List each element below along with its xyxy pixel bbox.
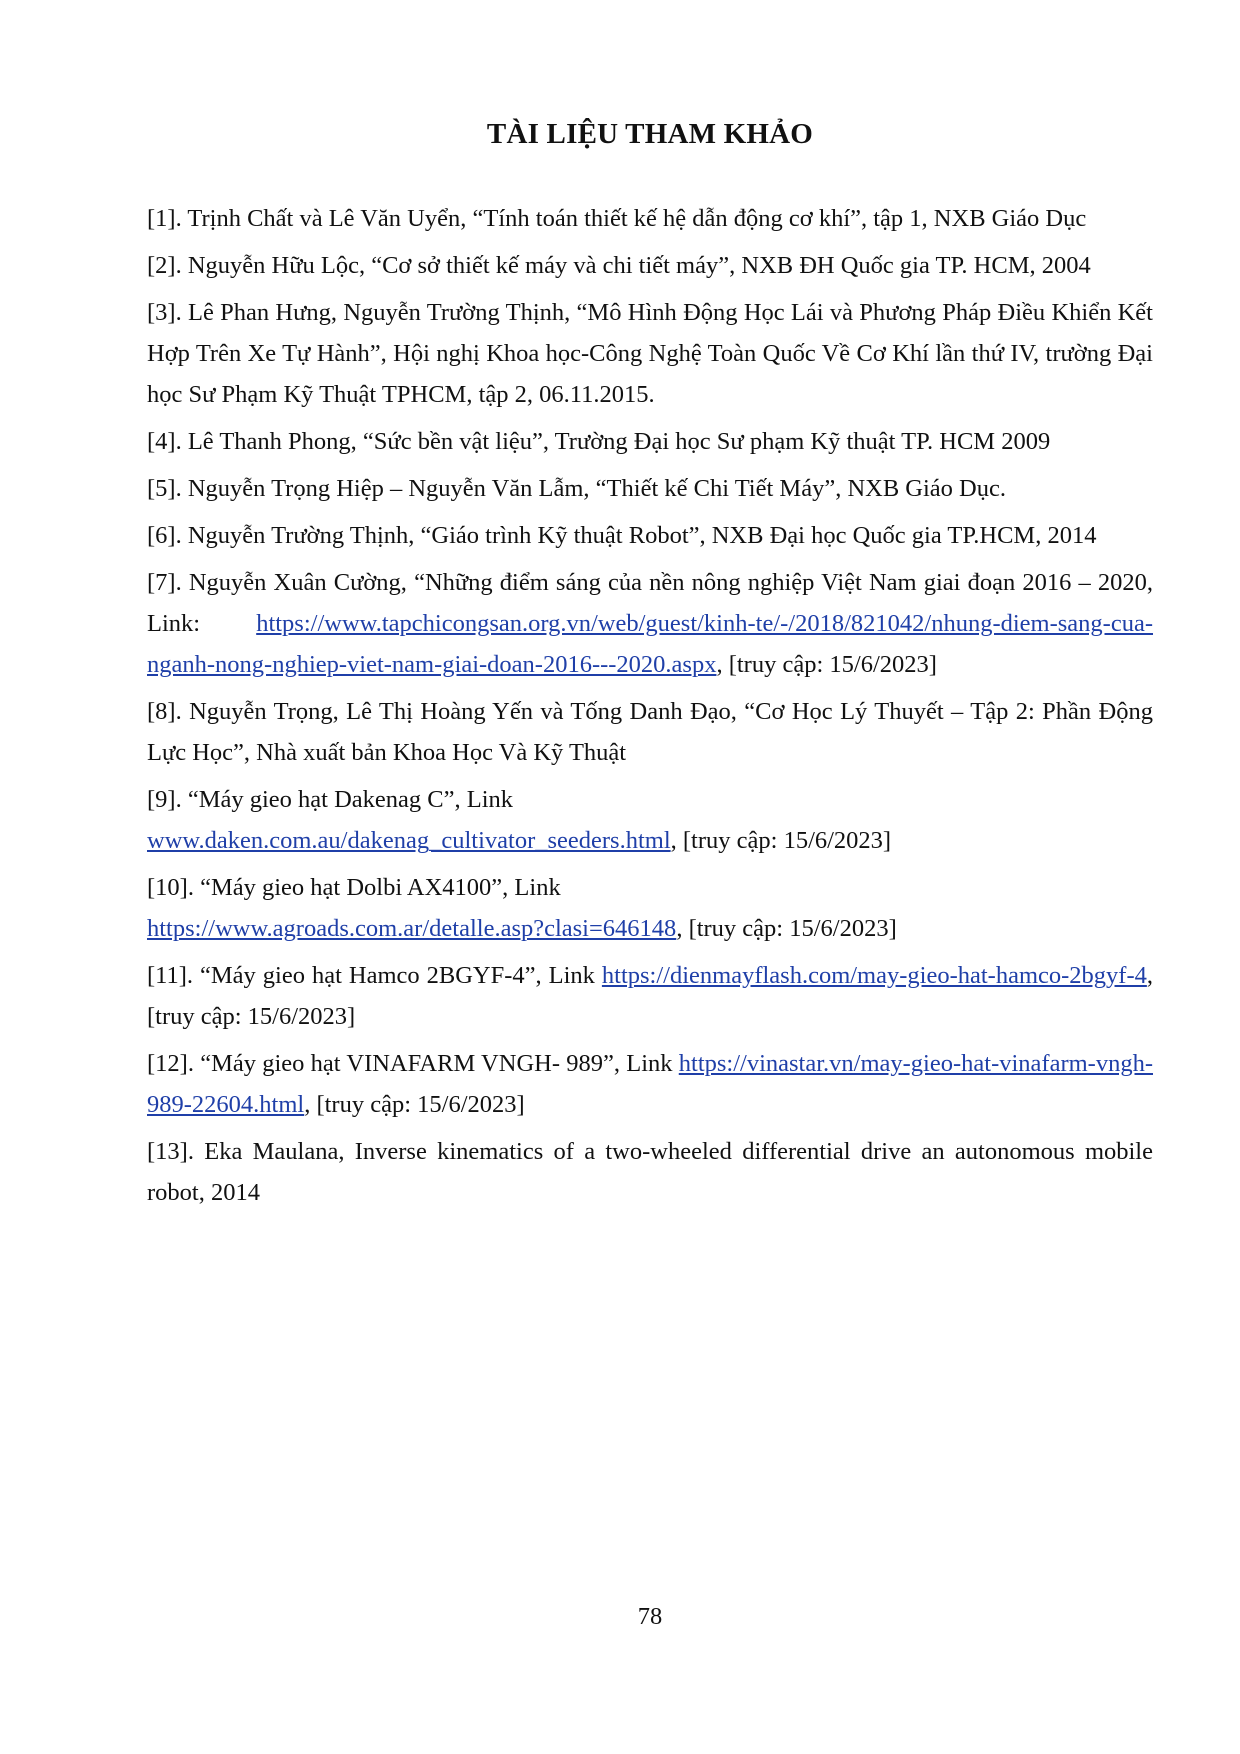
reference-text: [12]. “Máy gieo hạt VINAFARM VNGH- 989”, Link bbox=[147, 1050, 679, 1077]
reference-link[interactable]: https://www.agroads.com.ar/detalle.asp?clasi=646148 bbox=[147, 915, 677, 942]
page-title: TÀI LIỆU THAM KHẢO bbox=[486, 118, 814, 150]
reference-item-11 bbox=[147, 955, 1153, 1037]
reference-text: [11]. “Máy gieo hạt Hamco 2BGYF-4”, Link bbox=[147, 962, 602, 989]
reference-item-10 bbox=[147, 867, 1153, 949]
reference-item-3: [3]. Lê Phan Hưng, Nguyễn Trường Thịnh, “Mô Hình Động Học Lái và Phương Pháp Điều Khiển Kết Hợp Trên Xe Tự Hành”, Hội nghị Khoa học-Công Nghệ Toàn Quốc Về Cơ Khí lần thứ IV, trường Đại học Sư Phạm Kỹ Thuật TPHCM, tập 2, 06.11.2015. bbox=[147, 299, 1153, 408]
reference-item-13: [13]. Eka Maulana, Inverse kinematics of a two-wheeled differential drive an autonomous mobile robot, 2014 bbox=[147, 1138, 1153, 1206]
reference-link[interactable]: https://dienmayflash.com/may-gieo-hat-hamco-2bgyf-4 bbox=[601, 962, 1147, 989]
page-number: 78 bbox=[637, 1603, 663, 1630]
reference-text: [10]. “Máy gieo hạt Dolbi AX4100”, Link bbox=[147, 874, 561, 901]
reference-access-date: , [truy cập: 15/6/2023] bbox=[716, 651, 937, 678]
reference-link[interactable]: www.daken.com.au/dakenag_cultivator_seeders.html bbox=[147, 827, 671, 854]
reference-item-9 bbox=[147, 779, 1153, 861]
reference-item-5: [5]. Nguyễn Trọng Hiệp – Nguyễn Văn Lẫm, “Thiết kế Chi Tiết Máy”, NXB Giáo Dục. bbox=[147, 475, 1006, 502]
reference-item-1: [1]. Trịnh Chất và Lê Văn Uyển, “Tính toán thiết kế hệ dẫn động cơ khí”, tập 1, NXB Giáo Dục bbox=[147, 205, 1087, 232]
reference-access-date: , [truy cập: 15/6/2023] bbox=[676, 915, 897, 942]
reference-link[interactable]: https://www.tapchicongsan.org.vn/web/guest/kinh-te/-/2018/821042/nhung-diem-sang-cua-nganh-nong-nghiep-viet-nam-giai-doan-2016---2020.aspx bbox=[147, 610, 1153, 678]
reference-item-6: [6]. Nguyễn Trường Thịnh, “Giáo trình Kỹ thuật Robot”, NXB Đại học Quốc gia TP.HCM, 2014 bbox=[147, 522, 1097, 549]
reference-access-date: , [truy cập: 15/6/2023] bbox=[670, 827, 892, 854]
reference-text: [7]. Nguyễn Xuân Cường, “Những điểm sáng của nền nông nghiệp Việt Nam giai đoạn 2016 – 2020, Link: bbox=[147, 569, 1153, 637]
reference-item-4: [4]. Lê Thanh Phong, “Sức bền vật liệu”, Trường Đại học Sư phạm Kỹ thuật TP. HCM 2009 bbox=[147, 428, 1051, 455]
reference-link[interactable]: https://vinastar.vn/may-gieo-hat-vinafarm-vngh-989-22604.html bbox=[147, 1050, 1153, 1118]
reference-item-12 bbox=[147, 1043, 1153, 1125]
reference-list bbox=[147, 198, 1153, 1219]
reference-access-date: , [truy cập: 15/6/2023] bbox=[147, 962, 1153, 1030]
reference-access-date: , [truy cập: 15/6/2023] bbox=[304, 1091, 525, 1118]
reference-text: [9]. “Máy gieo hạt Dakenag C”, Link bbox=[147, 786, 514, 813]
reference-item-7 bbox=[147, 562, 1153, 685]
reference-item-2: [2]. Nguyễn Hữu Lộc, “Cơ sở thiết kế máy và chi tiết máy”, NXB ĐH Quốc gia TP. HCM, 2004 bbox=[147, 252, 1091, 279]
reference-item-8: [8]. Nguyễn Trọng, Lê Thị Hoàng Yến và Tống Danh Đạo, “Cơ Học Lý Thuyết – Tập 2: Phần Động Lực Học”, Nhà xuất bản Khoa Học Và Kỹ Thuật bbox=[147, 698, 1153, 766]
